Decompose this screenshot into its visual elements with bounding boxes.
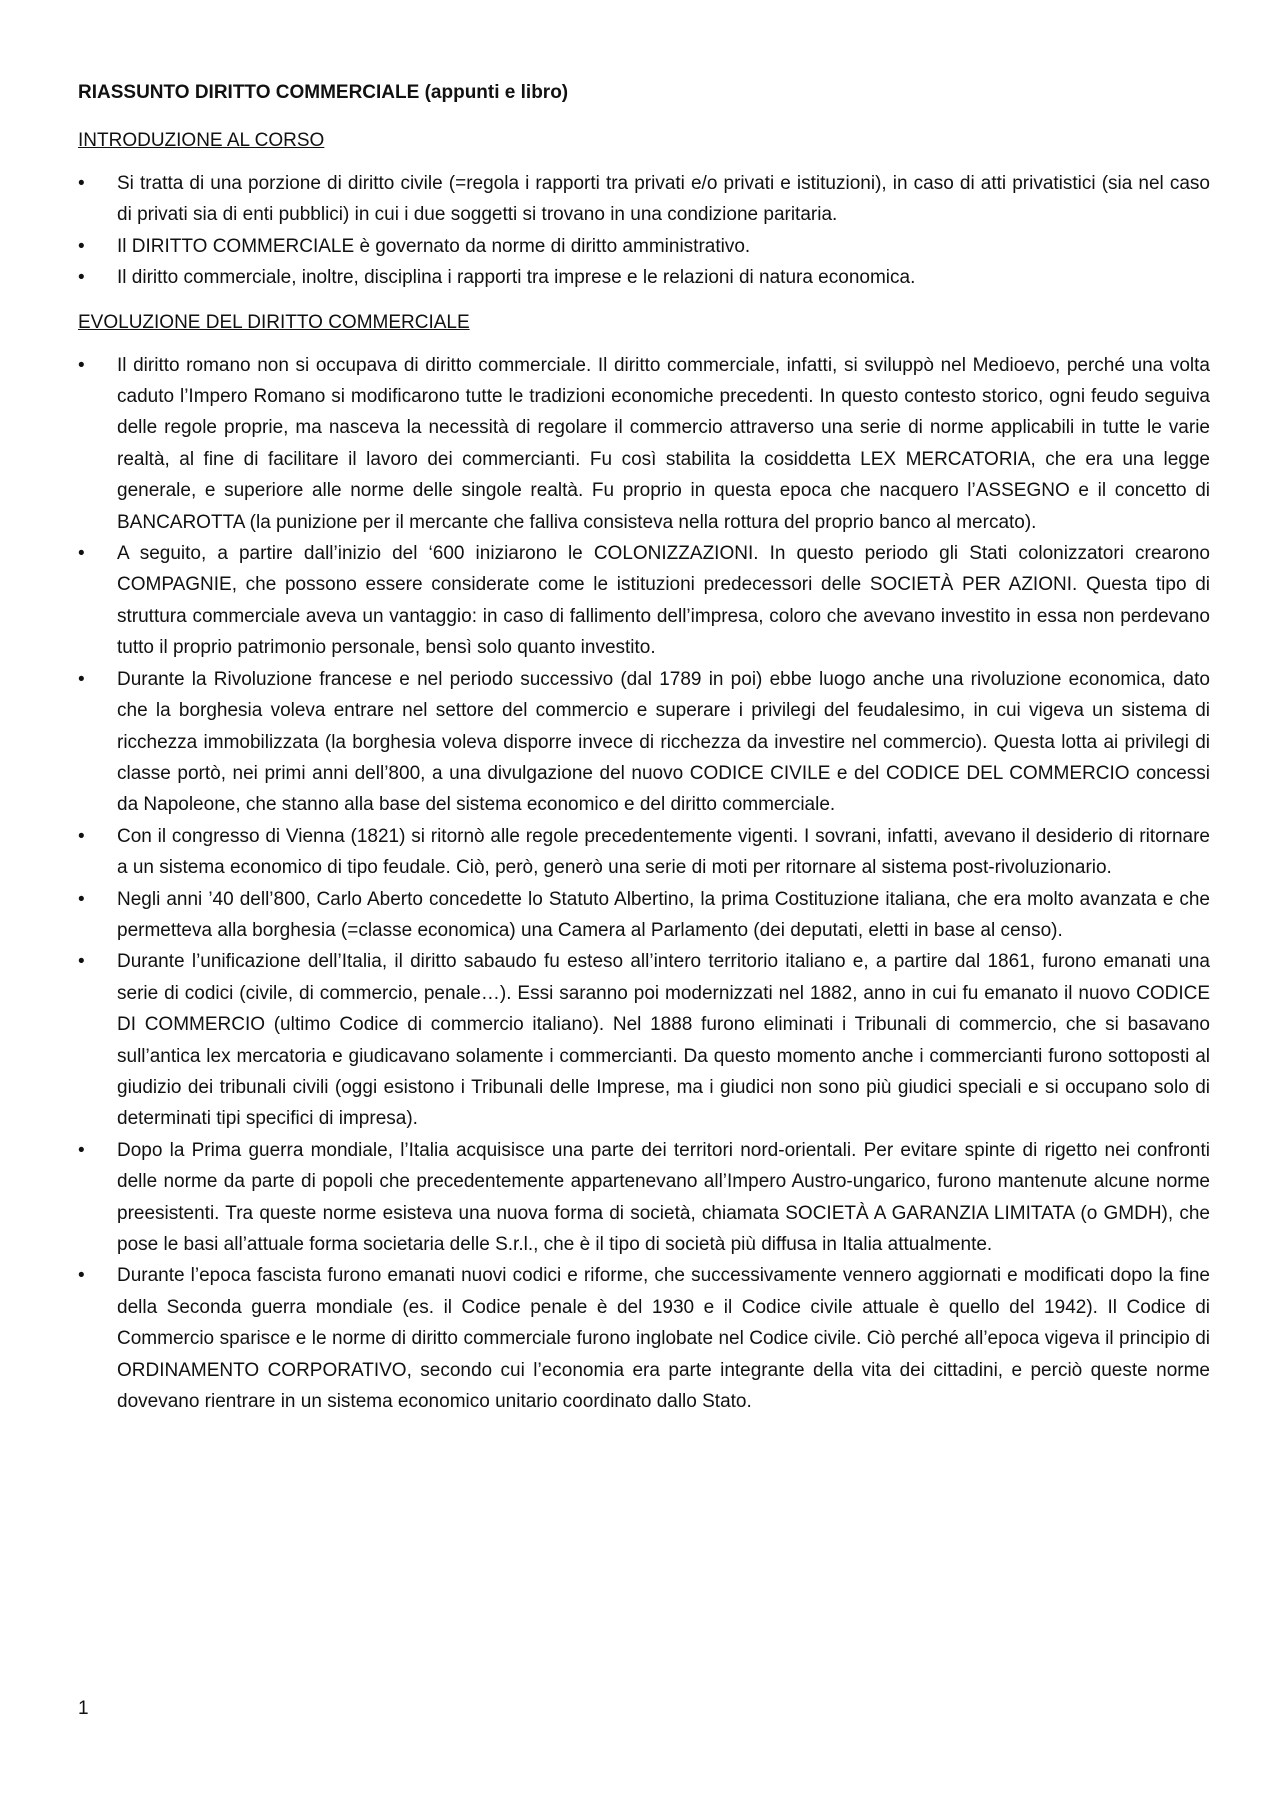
bullet-list-evoluzione — [78, 350, 1210, 1418]
section-heading-introduzione: INTRODUZIONE AL CORSO — [78, 130, 325, 151]
document-title: RIASSUNTO DIRITTO COMMERCIALE (appunti e libro) — [78, 82, 569, 103]
list-item — [78, 538, 1210, 664]
list-item-text: Il diritto romano non si occupava di diritto commerciale. Il diritto commerciale, infatti, si sviluppò nel Medioevo, perché una volta caduto l’Impero Romano si modificarono tutte le tradizioni economiche precedenti. In questo contesto storico, ogni feudo seguiva delle regole proprie, ma nasceva la necessità di regolare il commercio attraverso una serie di norme applicabili in tutte le varie realtà, al fine di facilitare il lavoro dei commercianti. Fu così stabilita la cosiddetta LEX MERCATORIA, che era una legge generale, e superiore alle norme delle singole realtà. Fu proprio in questa epoca che nacquero l’ASSEGNO e il concetto di BANCAROTTA (la punizione per il mercante che falliva consisteva nella rottura del proprio banco al mercato). — [117, 354, 1210, 533]
list-item-text: Si tratta di una porzione di diritto civile (=regola i rapporti tra privati e/o privati e istituzioni), in caso di atti privatistici (sia nel caso di privati sia di enti pubblici) in cui i due soggetti si trovano in una condizione paritaria. — [117, 173, 1210, 226]
bullet-icon: • — [78, 951, 85, 973]
bullet-icon: • — [78, 235, 85, 257]
list-item — [78, 262, 1210, 293]
bullet-icon: • — [78, 1265, 85, 1287]
page-number: 1 — [78, 1698, 89, 1719]
list-item-text: Il DIRITTO COMMERCIALE è governato da norme di diritto amministrativo. — [117, 235, 751, 257]
list-item — [78, 168, 1210, 231]
list-item — [78, 1260, 1210, 1417]
bullet-icon: • — [78, 354, 85, 376]
bullet-icon: • — [78, 543, 85, 565]
list-item-text: Durante l’epoca fascista furono emanati nuovi codici e riforme, che successivamente vennero aggiornati e modificati dopo la fine della Seconda guerra mondiale (es. il Codice penale è del 1930 e il Codice civile attuale è quello del 1942). Il Codice di Commercio sparisce e le norme di diritto commerciale furono inglobate nel Codice civile. Ciò perché all’epoca vigeva il principio di ORDINAMENTO CORPORATIVO, secondo cui l’economia era parte integrante della vita dei cittadini, e perciò queste norme dovevano rientrare in un sistema economico unitario coordinato dallo Stato. — [117, 1265, 1210, 1413]
bullet-icon: • — [78, 1139, 85, 1161]
section-heading-evoluzione: EVOLUZIONE DEL DIRITTO COMMERCIALE — [78, 311, 470, 333]
list-item — [78, 350, 1210, 538]
list-item — [78, 231, 1210, 262]
list-item-text: Durante la Rivoluzione francese e nel periodo successivo (dal 1789 in poi) ebbe luogo anche una rivoluzione economica, dato che la borghesia voleva entrare nel settore del commercio e superare i privilegi del feudalesimo, in cui vigeva un sistema di ricchezza immobilizzata (la borghesia voleva disporre invece di ricchezza da investire nel commercio). Questa lotta ai privilegi di classe portò, nei primi anni dell’800, a una divulgazione del nuovo CODICE CIVILE e del CODICE DEL COMMERCIO concessi da Napoleone, che stanno alla base del sistema economico e del diritto commerciale. — [117, 668, 1210, 816]
bullet-icon: • — [78, 888, 85, 910]
bullet-icon: • — [78, 267, 85, 289]
list-item — [78, 664, 1210, 821]
bullet-list-introduzione — [78, 168, 1210, 294]
list-item — [78, 884, 1210, 947]
list-item-text: Dopo la Prima guerra mondiale, l’Italia acquisisce una parte dei territori nord-orientali. Per evitare spinte di rigetto nei confronti delle norme da parte di popoli che precedentemente appartenevano all’Impero Austro-ungarico, furono mantenute alcune norme preesistenti. Tra queste norme esisteva una nuova forma di società, chiamata SOCIETÀ A GARANZIA LIMITATA (o GMDH), che pose le basi all’attuale forma societaria delle S.r.l., che è il tipo di società più diffusa in Italia attualmente. — [117, 1139, 1210, 1255]
list-item-text: Negli anni ’40 dell’800, Carlo Aberto concedette lo Statuto Albertino, la prima Costituzione italiana, che era molto avanzata e che permetteva alla borghesia (=classe economica) una Camera al Parlamento (dei deputati, eletti in base al censo). — [117, 888, 1210, 941]
list-item-text: Il diritto commerciale, inoltre, disciplina i rapporti tra imprese e le relazioni di natura economica. — [117, 267, 916, 289]
bullet-icon: • — [78, 173, 85, 194]
document-page — [78, 78, 1210, 1431]
list-item — [78, 1135, 1210, 1261]
list-item-text: Con il congresso di Vienna (1821) si ritornò alle regole precedentemente vigenti. I sovrani, infatti, avevano il desiderio di ritornare a un sistema economico di tipo feudale. Ciò, però, generò una serie di moti per ritornare al sistema post-rivoluzionario. — [117, 825, 1210, 879]
bullet-icon: • — [78, 825, 85, 847]
list-item-text: Durante l’unificazione dell’Italia, il diritto sabaudo fu esteso all’intero territorio italiano e, a partire dal 1861, furono emanati una serie di codici (civile, di commercio, penale…). Essi saranno poi modernizzati nel 1882, anno in cui fu emanato il nuovo CODICE DI COMMERCIO (ultimo Codice di commercio italiano). Nel 1888 furono eliminati i Tribunali di commercio, che si basavano sull’antica lex mercatoria e giudicavano solamente i commercianti. Da questo momento anche i commercianti furono sottoposti al giudizio dei tribunali civili (oggi esistono i Tribunali delle Imprese, ma i giudici non sono più giudici speciali e si occupano solo di determinati tipi specifici di impresa). — [117, 951, 1210, 1130]
list-item — [78, 821, 1210, 884]
bullet-icon: • — [78, 668, 85, 690]
list-item — [78, 946, 1210, 1134]
list-item-text: A seguito, a partire dall’inizio del ‘600 iniziarono le COLONIZZAZIONI. In questo periodo gli Stati colonizzatori crearono COMPAGNIE, che possono essere considerate come le istituzioni predecessori delle SOCIETÀ PER AZIONI. Questa tipo di struttura commerciale aveva un vantaggio: in caso di fallimento dell’impresa, coloro che avevano investito in essa non perdevano tutto il proprio patrimonio personale, bensì solo quanto investito. — [117, 543, 1210, 659]
